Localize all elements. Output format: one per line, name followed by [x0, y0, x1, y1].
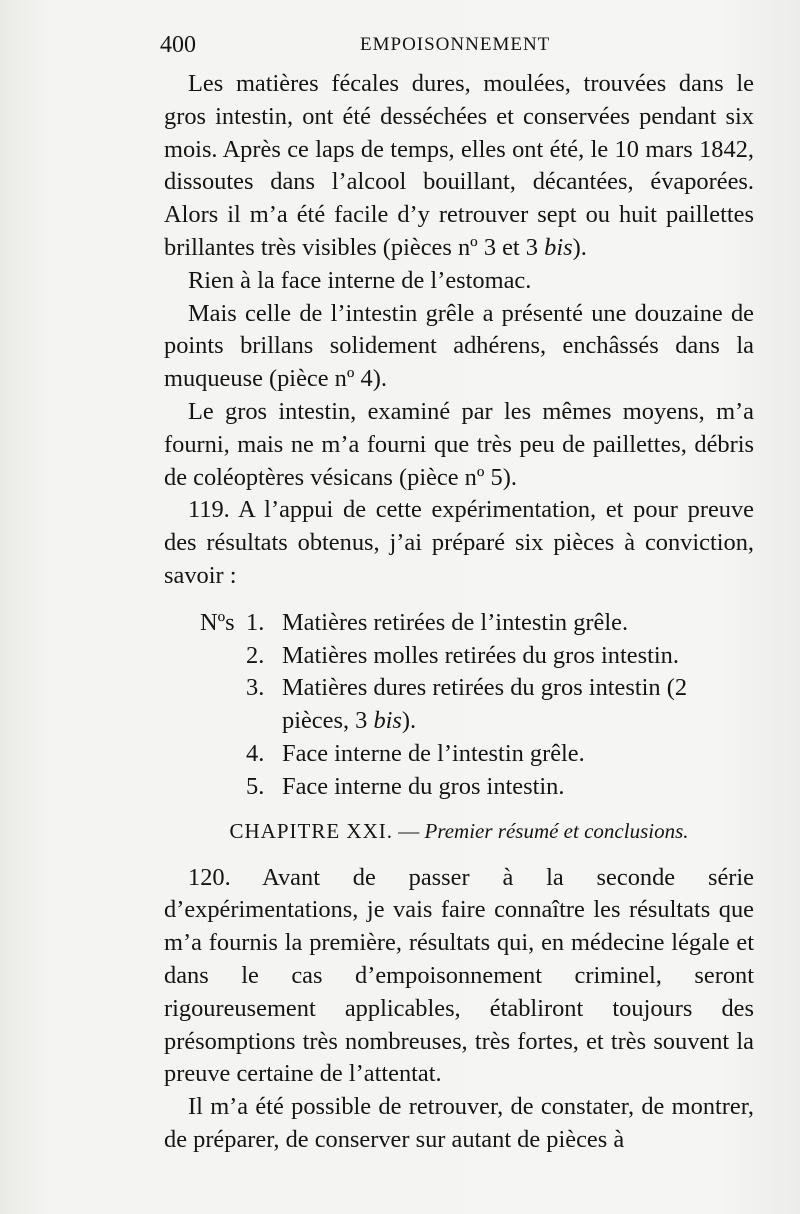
list-item [164, 672, 754, 738]
chapter-heading [164, 816, 754, 846]
page-header [160, 32, 760, 64]
paragraph-fecal-matter [164, 68, 754, 265]
paragraph-119: 119. A l’appui de cette expérimentation, et pour preuve des résultats obtenus, j’ai préparé six pièces à conviction, savoir : [164, 496, 754, 589]
list-item-number: 4. [246, 739, 265, 767]
list-prefix: Nºs [200, 608, 235, 636]
list-item [164, 771, 754, 804]
list-item-text: Face interne de l’intestin grêle. [282, 739, 585, 767]
paragraph-120: 120. Avant de passer à la seconde série d’expérimentations, je vais faire connaître les résultats que m’a fournis la première, résultats qui, en médecine légale et dans le cas d’empoisonnement criminel, seront rigoureusement applicables, établiront toujours des présomptions très nombreuses, très fortes, et très souvent la preuve certaine de l’attentat. [164, 863, 754, 1088]
chapter-label: CHAPITRE XXI. [229, 818, 393, 843]
page-number: 400 [160, 32, 196, 58]
list-item-number: 1. [246, 608, 265, 636]
italic-text: bis [373, 707, 402, 735]
italic-text: bis [544, 233, 573, 261]
paragraph-final: Il m’a été possible de retrouver, de constater, de montrer, de préparer, de conserver sur autant de pièces à [164, 1093, 754, 1153]
list-item-text: Matières molles retirées du gros intestin. [282, 641, 679, 669]
list-item-number: 2. [246, 641, 265, 669]
chapter-title: Premier résumé et conclusions. [424, 818, 689, 843]
running-title: EMPOISONNEMENT [360, 34, 551, 55]
paragraph-small-intestine: Mais celle de l’intestin grêle a présenté une douzaine de points brillans solidement adhérens, enchâssés dans la muqueuse (pièce nº 4). [164, 299, 754, 393]
list-item [164, 738, 754, 771]
list-item-text: Matières dures retirées du gros intestin (2 pièces, 3 [282, 674, 688, 735]
paragraph-text-end: ). [572, 233, 587, 261]
list-item-number: 5. [246, 772, 265, 800]
paragraph-stomach: Rien à la face interne de l’estomac. [188, 266, 532, 294]
list-item-text: Matières retirées de l’intestin grêle. [282, 608, 629, 636]
exhibit-list [164, 607, 754, 804]
list-item [164, 607, 754, 640]
list-item-number: 3. [246, 674, 265, 702]
paragraph-large-intestine: Le gros intestin, examiné par les mêmes moyens, m’a fourni, mais ne m’a fourni que très peu de paillettes, débris de coléoptères vésicans (pièce nº 5). [164, 397, 754, 491]
body-text [164, 68, 754, 1157]
list-item-text: Face interne du gros intestin. [282, 772, 565, 800]
list-item [164, 640, 754, 673]
paragraph-text: Les matières fécales dures, moulées, trouvées dans le gros intestin, ont été desséchées et conservées pendant six mois. Après ce laps de temps, elles ont été, le 10 mars 1842, dissoutes dans l’alcool bouillant, décantées, évaporées. Alors il m’a été facile d’y retrouver sept ou huit paillettes brillantes très visibles (pièces nº 3 et 3 [164, 70, 754, 261]
chapter-dash: — [393, 818, 425, 843]
list-item-text-end: ). [401, 707, 417, 735]
